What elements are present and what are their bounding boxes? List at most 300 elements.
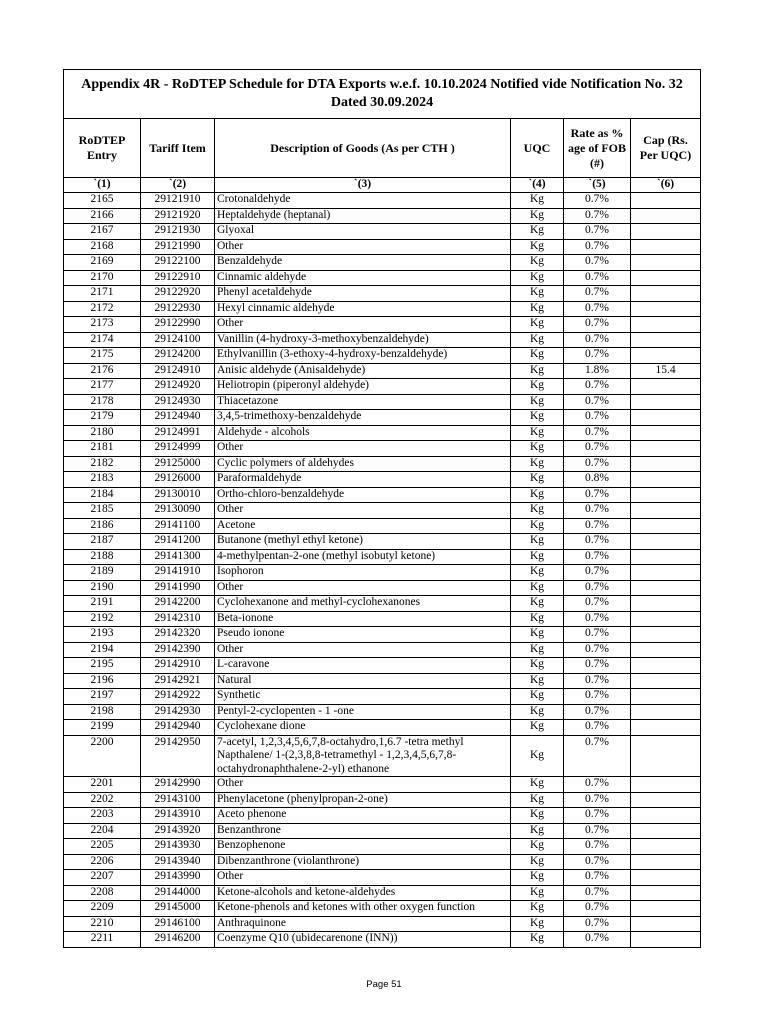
tariff-item-cell: 29122910	[141, 270, 215, 286]
table-row	[64, 854, 701, 870]
entry-cell: 2183	[64, 472, 141, 488]
uqc-cell: Kg	[511, 534, 564, 550]
column-number: `(1)	[64, 178, 141, 193]
table-row	[64, 870, 701, 886]
table-row	[64, 823, 701, 839]
tariff-item-cell: 29143920	[141, 823, 215, 839]
description-cell: Anisic aldehyde (Anisaldehyde)	[215, 363, 511, 379]
uqc-cell: Kg	[511, 823, 564, 839]
entry-cell: 2180	[64, 425, 141, 441]
tariff-item-cell: 29124200	[141, 348, 215, 364]
rate-cell: 0.7%	[564, 255, 631, 271]
entry-cell: 2165	[64, 193, 141, 209]
cap-cell	[631, 777, 701, 793]
tariff-item-cell: 29124920	[141, 379, 215, 395]
table-row	[64, 720, 701, 736]
description-cell: Synthetic	[215, 689, 511, 705]
cap-cell	[631, 901, 701, 917]
description-cell: Coenzyme Q10 (ubidecarenone (INN))	[215, 932, 511, 948]
uqc-cell: Kg	[511, 777, 564, 793]
uqc-cell: Kg	[511, 885, 564, 901]
entry-cell: 2170	[64, 270, 141, 286]
description-cell: Crotonaldehyde	[215, 193, 511, 209]
rate-cell: 0.8%	[564, 472, 631, 488]
table-row	[64, 208, 701, 224]
uqc-cell: Kg	[511, 839, 564, 855]
entry-cell: 2204	[64, 823, 141, 839]
tariff-item-cell: 29142922	[141, 689, 215, 705]
description-cell: 4-methylpentan-2-one (methyl isobutyl ketone)	[215, 549, 511, 565]
cap-cell	[631, 549, 701, 565]
tariff-item-cell: 29124940	[141, 410, 215, 426]
table-row	[64, 379, 701, 395]
entry-cell: 2171	[64, 286, 141, 302]
entry-cell: 2210	[64, 916, 141, 932]
rate-cell: 0.7%	[564, 270, 631, 286]
table-row	[64, 317, 701, 333]
table-row	[64, 735, 701, 777]
rate-cell: 0.7%	[564, 286, 631, 302]
entry-cell: 2166	[64, 208, 141, 224]
cap-cell	[631, 441, 701, 457]
tariff-item-cell: 29143910	[141, 808, 215, 824]
rate-cell: 0.7%	[564, 611, 631, 627]
entry-cell: 2191	[64, 596, 141, 612]
entry-cell: 2179	[64, 410, 141, 426]
table-row	[64, 332, 701, 348]
description-cell: Dibenzanthrone (violanthrone)	[215, 854, 511, 870]
rate-cell: 0.7%	[564, 735, 631, 777]
cap-cell	[631, 596, 701, 612]
description-cell: Heptaldehyde (heptanal)	[215, 208, 511, 224]
cap-cell	[631, 239, 701, 255]
cap-cell	[631, 704, 701, 720]
description-cell: Benzophenone	[215, 839, 511, 855]
tariff-item-cell: 29143990	[141, 870, 215, 886]
entry-cell: 2193	[64, 627, 141, 643]
description-cell: Other	[215, 580, 511, 596]
description-cell: Pseudo ionone	[215, 627, 511, 643]
entry-cell: 2206	[64, 854, 141, 870]
tariff-item-cell: 29121990	[141, 239, 215, 255]
rate-cell: 0.7%	[564, 777, 631, 793]
tariff-item-cell: 29143940	[141, 854, 215, 870]
rate-cell: 0.7%	[564, 658, 631, 674]
cap-cell	[631, 425, 701, 441]
tariff-item-cell: 29125000	[141, 456, 215, 472]
table-row	[64, 472, 701, 488]
table-row	[64, 932, 701, 948]
rate-cell: 0.7%	[564, 596, 631, 612]
table-row	[64, 580, 701, 596]
description-cell: Aldehyde - alcohols	[215, 425, 511, 441]
description-cell: Ketone-phenols and ketones with other oxygen function	[215, 901, 511, 917]
rodtep-table	[63, 69, 701, 948]
description-cell: Benzanthrone	[215, 823, 511, 839]
cap-cell	[631, 658, 701, 674]
page-number: Page 51	[366, 979, 402, 990]
tariff-item-cell: 29141910	[141, 565, 215, 581]
uqc-cell: Kg	[511, 720, 564, 736]
tariff-item-cell: 29122100	[141, 255, 215, 271]
header-uqc: UQC	[511, 119, 564, 178]
rate-cell: 0.7%	[564, 839, 631, 855]
tariff-item-cell: 29124910	[141, 363, 215, 379]
tariff-item-cell: 29143100	[141, 792, 215, 808]
description-cell: Heliotropin (piperonyl aldehyde)	[215, 379, 511, 395]
description-cell: Cyclohexanone and methyl-cyclohexanones	[215, 596, 511, 612]
uqc-cell: Kg	[511, 255, 564, 271]
tariff-item-cell: 29142921	[141, 673, 215, 689]
entry-cell: 2174	[64, 332, 141, 348]
rate-cell: 0.7%	[564, 689, 631, 705]
table-row	[64, 627, 701, 643]
entry-cell: 2207	[64, 870, 141, 886]
table-row	[64, 410, 701, 426]
cap-cell	[631, 193, 701, 209]
rate-cell: 0.7%	[564, 534, 631, 550]
table-row	[64, 193, 701, 209]
tariff-item-cell: 29121920	[141, 208, 215, 224]
cap-cell	[631, 348, 701, 364]
tariff-item-cell: 29126000	[141, 472, 215, 488]
entry-cell: 2194	[64, 642, 141, 658]
entry-cell: 2189	[64, 565, 141, 581]
cap-cell: 15.4	[631, 363, 701, 379]
entry-cell: 2173	[64, 317, 141, 333]
table-row	[64, 549, 701, 565]
uqc-cell: Kg	[511, 704, 564, 720]
uqc-cell: Kg	[511, 301, 564, 317]
entry-cell: 2184	[64, 487, 141, 503]
rate-cell: 0.7%	[564, 932, 631, 948]
rate-cell: 0.7%	[564, 870, 631, 886]
description-cell: Other	[215, 239, 511, 255]
entry-cell: 2178	[64, 394, 141, 410]
cap-cell	[631, 854, 701, 870]
cap-cell	[631, 689, 701, 705]
rate-cell: 0.7%	[564, 580, 631, 596]
cap-cell	[631, 627, 701, 643]
rate-cell: 0.7%	[564, 456, 631, 472]
description-cell: Other	[215, 870, 511, 886]
table-row	[64, 224, 701, 240]
description-cell: Other	[215, 503, 511, 519]
uqc-cell: Kg	[511, 487, 564, 503]
description-cell: Vanillin (4-hydroxy-3-methoxybenzaldehyde)	[215, 332, 511, 348]
table-row	[64, 394, 701, 410]
entry-cell: 2203	[64, 808, 141, 824]
table-row	[64, 885, 701, 901]
table-row	[64, 673, 701, 689]
column-number: `(2)	[141, 178, 215, 193]
tariff-item-cell: 29141100	[141, 518, 215, 534]
cap-cell	[631, 472, 701, 488]
entry-cell: 2167	[64, 224, 141, 240]
tariff-item-cell: 29122990	[141, 317, 215, 333]
rate-cell: 0.7%	[564, 441, 631, 457]
entry-cell: 2182	[64, 456, 141, 472]
schedule-sheet	[63, 69, 700, 948]
header-row	[64, 119, 701, 178]
page-title: Appendix 4R - RoDTEP Schedule for DTA Exports w.e.f. 10.10.2024 Notified vide Notification No. 32 Dated 30.09.2024	[64, 70, 701, 119]
uqc-cell: Kg	[511, 689, 564, 705]
tariff-item-cell: 29146200	[141, 932, 215, 948]
table-body	[64, 193, 701, 948]
uqc-cell: Kg	[511, 808, 564, 824]
uqc-cell: Kg	[511, 441, 564, 457]
cap-cell	[631, 286, 701, 302]
description-cell: Hexyl cinnamic aldehyde	[215, 301, 511, 317]
table-row	[64, 839, 701, 855]
rate-cell: 0.7%	[564, 394, 631, 410]
entry-cell: 2168	[64, 239, 141, 255]
rate-cell: 0.7%	[564, 565, 631, 581]
description-cell: L-caravone	[215, 658, 511, 674]
tariff-item-cell: 29124100	[141, 332, 215, 348]
table-row	[64, 270, 701, 286]
uqc-cell: Kg	[511, 193, 564, 209]
cap-cell	[631, 301, 701, 317]
uqc-cell: Kg	[511, 518, 564, 534]
table-row	[64, 596, 701, 612]
rate-cell: 0.7%	[564, 901, 631, 917]
cap-cell	[631, 792, 701, 808]
description-cell: Other	[215, 317, 511, 333]
description-cell: Pentyl-2-cyclopenten - 1 -one	[215, 704, 511, 720]
cap-cell	[631, 208, 701, 224]
tariff-item-cell: 29143930	[141, 839, 215, 855]
uqc-cell: Kg	[511, 317, 564, 333]
tariff-item-cell: 29122920	[141, 286, 215, 302]
cap-cell	[631, 410, 701, 426]
description-cell: Thiacetazone	[215, 394, 511, 410]
uqc-cell: Kg	[511, 565, 564, 581]
cap-cell	[631, 518, 701, 534]
uqc-cell: Kg	[511, 673, 564, 689]
uqc-cell: Kg	[511, 735, 564, 777]
entry-cell: 2169	[64, 255, 141, 271]
header-rate: Rate as % age of FOB (#)	[564, 119, 631, 178]
tariff-item-cell: 29142950	[141, 735, 215, 777]
rate-cell: 0.7%	[564, 503, 631, 519]
tariff-item-cell: 29142320	[141, 627, 215, 643]
table-row	[64, 916, 701, 932]
table-row	[64, 286, 701, 302]
tariff-item-cell: 29142910	[141, 658, 215, 674]
rate-cell: 0.7%	[564, 239, 631, 255]
uqc-cell: Kg	[511, 410, 564, 426]
cap-cell	[631, 642, 701, 658]
entry-cell: 2186	[64, 518, 141, 534]
rate-cell: 0.7%	[564, 317, 631, 333]
table-row	[64, 565, 701, 581]
rate-cell: 0.7%	[564, 301, 631, 317]
uqc-cell: Kg	[511, 425, 564, 441]
cap-cell	[631, 224, 701, 240]
cap-cell	[631, 456, 701, 472]
table-row	[64, 792, 701, 808]
tariff-item-cell: 29142310	[141, 611, 215, 627]
tariff-item-cell: 29141200	[141, 534, 215, 550]
cap-cell	[631, 916, 701, 932]
tariff-item-cell: 29146100	[141, 916, 215, 932]
tariff-item-cell: 29141990	[141, 580, 215, 596]
description-cell: Butanone (methyl ethyl ketone)	[215, 534, 511, 550]
cap-cell	[631, 611, 701, 627]
table-row	[64, 658, 701, 674]
cap-cell	[631, 932, 701, 948]
uqc-cell: Kg	[511, 901, 564, 917]
description-cell: Other	[215, 642, 511, 658]
description-cell: Aceto phenone	[215, 808, 511, 824]
table-row	[64, 611, 701, 627]
header-rodtep-entry: RoDTEP Entry	[64, 119, 141, 178]
description-cell: Paraformaldehyde	[215, 472, 511, 488]
table-row	[64, 642, 701, 658]
cap-cell	[631, 270, 701, 286]
uqc-cell: Kg	[511, 611, 564, 627]
rate-cell: 0.7%	[564, 224, 631, 240]
table-row	[64, 777, 701, 793]
uqc-cell: Kg	[511, 348, 564, 364]
rate-cell: 0.7%	[564, 425, 631, 441]
rate-cell: 0.7%	[564, 487, 631, 503]
cap-cell	[631, 317, 701, 333]
column-number: `(5)	[564, 178, 631, 193]
entry-cell: 2205	[64, 839, 141, 855]
table-row	[64, 301, 701, 317]
uqc-cell: Kg	[511, 549, 564, 565]
entry-cell: 2211	[64, 932, 141, 948]
rate-cell: 0.7%	[564, 549, 631, 565]
rate-cell: 0.7%	[564, 332, 631, 348]
rate-cell: 0.7%	[564, 808, 631, 824]
rate-cell: 0.7%	[564, 208, 631, 224]
cap-cell	[631, 255, 701, 271]
uqc-cell: Kg	[511, 580, 564, 596]
cap-cell	[631, 332, 701, 348]
entry-cell: 2190	[64, 580, 141, 596]
rate-cell: 0.7%	[564, 823, 631, 839]
description-cell: Ortho-chloro-benzaldehyde	[215, 487, 511, 503]
tariff-item-cell: 29130010	[141, 487, 215, 503]
uqc-cell: Kg	[511, 627, 564, 643]
description-cell: Ethylvanillin (3-ethoxy-4-hydroxy-benzaldehyde)	[215, 348, 511, 364]
uqc-cell: Kg	[511, 503, 564, 519]
entry-cell: 2208	[64, 885, 141, 901]
rate-cell: 0.7%	[564, 193, 631, 209]
description-cell: Other	[215, 441, 511, 457]
entry-cell: 2195	[64, 658, 141, 674]
rate-cell: 0.7%	[564, 704, 631, 720]
cap-cell	[631, 885, 701, 901]
entry-cell: 2185	[64, 503, 141, 519]
tariff-item-cell: 29124991	[141, 425, 215, 441]
description-cell: Glyoxal	[215, 224, 511, 240]
rate-cell: 0.7%	[564, 854, 631, 870]
uqc-cell: Kg	[511, 208, 564, 224]
cap-cell	[631, 823, 701, 839]
uqc-cell: Kg	[511, 472, 564, 488]
description-cell: Natural	[215, 673, 511, 689]
uqc-cell: Kg	[511, 658, 564, 674]
cap-cell	[631, 503, 701, 519]
uqc-cell: Kg	[511, 932, 564, 948]
tariff-item-cell: 29130090	[141, 503, 215, 519]
column-number-row	[64, 178, 701, 193]
description-cell: Ketone-alcohols and ketone-aldehydes	[215, 885, 511, 901]
entry-cell: 2176	[64, 363, 141, 379]
uqc-cell: Kg	[511, 854, 564, 870]
uqc-cell: Kg	[511, 363, 564, 379]
table-row	[64, 534, 701, 550]
entry-cell: 2200	[64, 735, 141, 777]
table-row	[64, 503, 701, 519]
entry-cell: 2175	[64, 348, 141, 364]
uqc-cell: Kg	[511, 286, 564, 302]
entry-cell: 2188	[64, 549, 141, 565]
rate-cell: 0.7%	[564, 916, 631, 932]
tariff-item-cell: 29142990	[141, 777, 215, 793]
description-cell: Phenylacetone (phenylpropan-2-one)	[215, 792, 511, 808]
column-number: `(6)	[631, 178, 701, 193]
table-row	[64, 363, 701, 379]
cap-cell	[631, 673, 701, 689]
cap-cell	[631, 534, 701, 550]
description-cell: Beta-ionone	[215, 611, 511, 627]
entry-cell: 2202	[64, 792, 141, 808]
rate-cell: 0.7%	[564, 673, 631, 689]
tariff-item-cell: 29142200	[141, 596, 215, 612]
entry-cell: 2177	[64, 379, 141, 395]
table-row	[64, 255, 701, 271]
cap-cell	[631, 735, 701, 777]
table-row	[64, 456, 701, 472]
description-cell: Benzaldehyde	[215, 255, 511, 271]
rate-cell: 0.7%	[564, 792, 631, 808]
rate-cell: 0.7%	[564, 379, 631, 395]
tariff-item-cell: 29122930	[141, 301, 215, 317]
entry-cell: 2181	[64, 441, 141, 457]
cap-cell	[631, 580, 701, 596]
uqc-cell: Kg	[511, 394, 564, 410]
description-cell: 7-acetyl, 1,2,3,4,5,6,7,8-octahydro,1,6.7 -tetra methyl Napthalene/ 1-(2,3,8,8-tetramethyl - 1,2,3,4,5,6,7,8-octahydronaphthalene-2-yl) ethanone	[215, 735, 511, 777]
rate-cell: 0.7%	[564, 642, 631, 658]
entry-cell: 2201	[64, 777, 141, 793]
uqc-cell: Kg	[511, 916, 564, 932]
rate-cell: 0.7%	[564, 518, 631, 534]
uqc-cell: Kg	[511, 792, 564, 808]
cap-cell	[631, 720, 701, 736]
entry-cell: 2199	[64, 720, 141, 736]
table-row	[64, 808, 701, 824]
description-cell: 3,4,5-trimethoxy-benzaldehyde	[215, 410, 511, 426]
column-number: `(3)	[215, 178, 511, 193]
rate-cell: 1.8%	[564, 363, 631, 379]
description-cell: Cinnamic aldehyde	[215, 270, 511, 286]
description-cell: Acetone	[215, 518, 511, 534]
rate-cell: 0.7%	[564, 348, 631, 364]
tariff-item-cell: 29124999	[141, 441, 215, 457]
rate-cell: 0.7%	[564, 885, 631, 901]
cap-cell	[631, 379, 701, 395]
uqc-cell: Kg	[511, 379, 564, 395]
tariff-item-cell: 29142940	[141, 720, 215, 736]
table-row	[64, 239, 701, 255]
tariff-item-cell: 29142390	[141, 642, 215, 658]
cap-cell	[631, 839, 701, 855]
